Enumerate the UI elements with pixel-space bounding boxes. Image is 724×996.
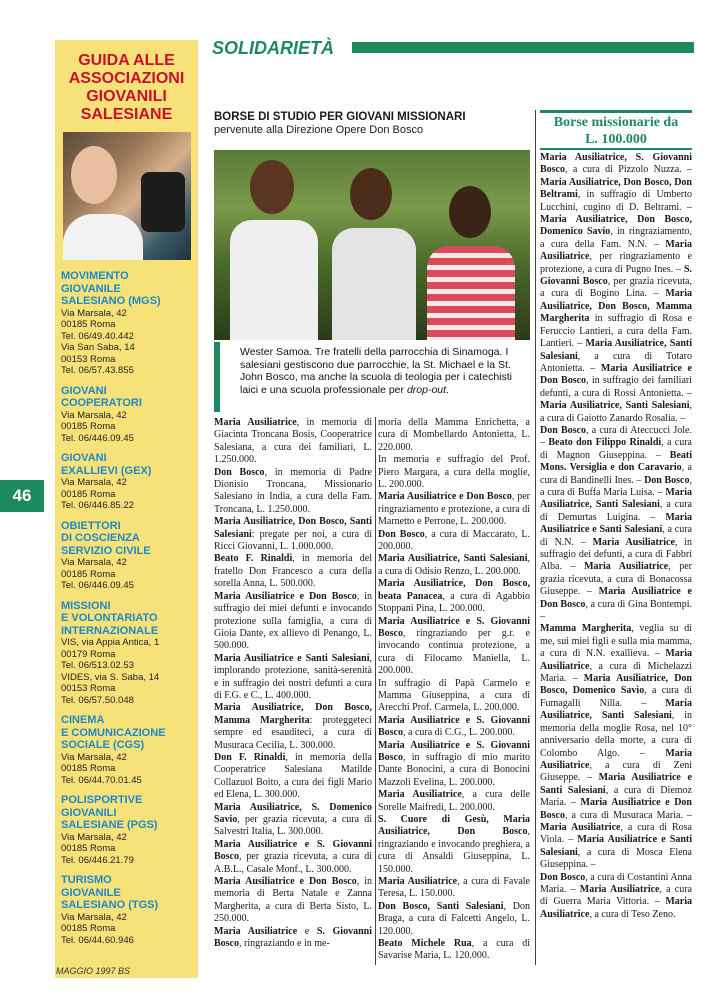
org-entry [61,874,192,946]
donation-entry: Maria Ausiliatrice, in memoria di Giacinta Troncana Bosis, Cooperatrice Salesiana, a cura dei familiari, L. 1.250.000. [214,417,372,466]
org-entry [61,385,192,445]
section-header [212,38,694,58]
donation-entry: Maria Ausiliatrice, a cura delle Sorelle Maifredi, L. 200.000. [378,789,530,813]
org-name: MOVIMENTO GIOVANILE SALESIANO (MGS) [61,270,161,307]
donation-entry: In memoria e suffragio del Prof. Piero Margara, a cura della moglie, L. 200.000. [378,454,530,491]
org-name: GIOVANI EXALLIEVI (GEX) [61,452,152,477]
org-address: Via Marsala, 42 00185 Roma Tel. 06/446.85.22 [61,477,134,511]
donation-entry: Maria Ausiliatrice e Don Bosco, in suffragio dei miei defunti e invocando protezione sulla famiglia, a cura di Gioia Dante, ex allievo di Penango, L. 500.000. [214,590,373,652]
sidebar-photo [63,132,191,260]
org-name: CINEMA E COMUNICAZIONE SOCIALE (CGS) [61,714,166,751]
donation-entry: Maria Ausiliatrice e S. Giovanni Bosco, per grazia ricevuta, a cura di A.B.L., Casale Monf., L. 300.000. [214,838,372,875]
section-bar [352,42,694,53]
org-name: OBIETTORI DI COSCIENZA SERVIZIO CIVILE [61,519,151,557]
section-title: SOLIDARIETÀ [212,38,335,58]
caption-text: Wester Samoa. Tre fratelli della parrocchia di Sinamoga. I salesiani gestiscono due parrocchie, la St. Michael e la St. John Bosco, ma anche la scuola di teologia per i catechisti laici e una scuola professionale per [240,346,512,396]
caption-end: . [446,383,449,396]
org-address: Via Marsala, 42 00185 Roma Tel. 06/446.21.79 [61,831,134,866]
org-address: Via Marsala, 42 00185 Roma Tel. 06/49.40.442 Via San Saba, 14 00153 Roma Tel. 06/57.43.855 [61,307,135,376]
donation-entry: Maria Ausiliatrice e S. Giovanni Bosco, a cura di C.G., L. 200.000. [378,714,530,739]
article-subtitle: pervenute alla Direzione Opere Don Bosco [214,124,424,136]
photo-face [71,146,117,204]
donation-entry: Don F. Rinaldi, in memoria della Cooperatrice Salesiana Matilde Collazuol Boito, a cura dei figli Mario ed Elena, L. 300.000. [214,751,372,801]
donation-entry: Beato F. Rinaldi, in memoria del fratello Don Francesco a cura della sorella Anna, L. 500.000. [214,553,372,590]
donation-column-2 [378,417,530,963]
footer-issue: MAGGIO 1997 BS [56,966,131,976]
donation-column-3 [540,152,692,921]
org-entry [61,520,192,592]
donation-entry: Maria Ausiliatrice e Don Bosco, in memoria di Berta Natale e Zanna Margherita, a cura di Berta Sisto, L. 250.000. [214,876,373,925]
donation-entry: Don Bosco, Santi Salesiani, Don Braga, a cura di Falcetti Angelo, L. 120.000. [378,900,530,937]
sidebar-title-line: GUIDA ALLE [78,52,175,69]
borse-heading-line2: L. 100.000 [585,132,647,147]
donation-entry: Maria Ausiliatrice, a cura di Favale Teresa, L. 150.000. [378,876,530,900]
article-title: BORSE DI STUDIO PER GIOVANI MISSIONARI [214,111,466,123]
samoa-photo [214,150,530,340]
column-divider [535,110,536,965]
donation-entry: Maria Ausiliatrice, Don Bosco, beata Panacea, a cura di Agabbio Stoppani Pina, L. 200.000. [378,578,530,615]
donation-entry: Maria Ausiliatrice e S. Giovanni Bosco, ringraziando e in me- [214,925,372,950]
donation-entry: Maria Ausiliatrice e S. Giovanni Bosco, in suffragio di mio marito Dante Bonocini, a cura di Bonocini Mazzoli Evelina, L. 200.000. [378,739,530,788]
photo-person [224,150,324,340]
donation-entry: moria della Mamma Enrichetta, a cura di Mombellardo Antonietta, L. 220.000. [378,417,530,453]
donation-paragraph: Don Bosco, a cura di Ateccucci Jole. – Beato don Filippo Rinaldi, a cura di Magnon Giuseppina. – Beati Mons. Versiglia e don Caravario, a cura di Bandinelli Ines. – Don Bosco, a cura di Buffa Maria Luisa. – Maria Ausiliatrice, Santi Salesiani, a cura di Demurtas Luigina. – Maria Ausiliatrice e Santi Salesiani, a cura di N.N. – Maria Ausiliatrice, in suffragio dei defunti, a cura di Fabbri Alba. – Maria Ausiliatrice, per grazia ricevuta, a cura di Bonacossa Giuseppe. – Maria Ausiliatrice e Don Bosco, a cura di Gina Bontempi. – [540,424,692,623]
borse-heading-line1: Borse missionarie da [553,115,679,130]
donation-paragraph: Don Bosco, a cura di Costantini Anna Maria. – Maria Ausiliatrice, a cura di Guerra Maria Vittoria. – Maria Ausiliatrice, a cura di Teso Zeno. [540,871,692,920]
article-heading [214,110,534,137]
donation-entry: In suffragio di Papà Carmelo e Mamma Giuseppina, a cura di Arecchi Prof. Carmela, L. 200.000. [378,677,530,714]
sidebar-title-line: SALESIANE [80,106,173,123]
donation-entry: Don Bosco, a cura di Maccarato, L. 200.000. [378,528,530,553]
photo-person [419,150,523,340]
donation-entry: Maria Ausiliatrice, Don Bosco, Santi Salesiani: pregate per noi, a cura di Ricci Giovanni, L. 1.000.000. [214,516,372,553]
sidebar-title-line: GIOVANILI [86,88,167,105]
donation-paragraph: Mamma Margherita, veglia su di me, sui miei figli e sulla mia mamma, a cura di N.N. exallieva. – Maria Ausiliatrice, a cura di Michelazzi Maria. – Maria Ausiliatrice, Don Bosco, Domenico Savio, a cura di Fumagalli Nilla. – Maria Ausiliatrice, Santi Salesiani, in memoria della moglie Rosa, nel 10° anniversario della morte, a cura di Colombo Algo. – Maria Ausiliatrice, a cura di Zeni Giuseppe. – Maria Ausiliatrice e Santi Salesiani, a cura di Diemoz Maria. – Maria Ausiliatrice e Don Bosco, a cura di Musuraca Maria. – Maria Ausiliatrice, a cura di Rosa Viola. – Maria Ausiliatrice e Santi Salesiani, a cura di Mosca Elena Giuseppina. – [540,623,692,871]
donation-entry: S. Cuore di Gesù, Maria Ausiliatrice, Don Bosco, ringraziando e invocando preghiera, a cura di Ansaldi Giuseppina, L. 150.000. [378,814,530,875]
associations-sidebar [55,40,198,978]
org-address: Via Marsala, 42 00185 Roma Tel. 06/446.09.45 [61,409,134,444]
org-entry [61,794,192,866]
donation-entry: Maria Ausiliatrice, S. Domenico Savio, per grazia ricevuta, a cura di Salvestri Italia, L. 300.000. [214,801,372,838]
org-entry [61,714,192,786]
photo-camera [141,172,185,232]
donation-entry: Maria Ausiliatrice, Don Bosco, Mamma Margherita: proteggeteci sempre ed esauditeci, a cura di Musuraca Cecilia, L. 300.000. [214,702,372,751]
page-number: 46 [0,480,44,512]
photo-caption [214,342,530,412]
org-name: POLISPORTIVE GIOVANILI SALESIANE (PGS) [61,794,158,831]
donation-entry: Maria Ausiliatrice e S. Giovanni Bosco, ringraziando per g.r. e invocando continua protezione, a cura di Filocamo Maniella, L. 200.000. [378,615,530,677]
org-name: MISSIONI E VOLONTARIATO INTERNAZIONALE [61,599,159,637]
org-name: GIOVANI COOPERATORI [61,384,142,409]
org-address: VIS, via Appia Antica, 1 00179 Roma Tel. 06/513.02.53 VIDES, via S. Saba, 14 00153 Roma Tel. 06/57.50.048 [61,637,160,706]
sidebar-title-line: ASSOCIAZIONI [68,70,185,87]
org-address: Via Marsala, 42 00185 Roma Tel. 06/44.70.01.45 [61,751,142,786]
sidebar-title [61,52,192,124]
org-address: Via Marsala, 42 00185 Roma Tel. 06/446.09.45 [61,557,134,591]
org-name: TURISMO GIOVANILE SALESIANO (TGS) [61,874,159,911]
donation-entry: Maria Ausiliatrice e Santi Salesiani, implorando protezione, sanità-serenità e in suffragio dei nostri defunti a cura di F.G. e C., L. 400.000. [214,652,372,701]
org-address: Via Marsala, 42 00185 Roma Tel. 06/44.60.946 [61,911,134,946]
donation-paragraph: Maria Ausiliatrice, S. Giovanni Bosco, a cura di Pizzolo Nuzza. – Maria Ausiliatrice, Don Bosco, Don Beltrami, in suffragio di Umberto Lucchini, cugino di D. Beltrami. – Maria Ausiliatrice, Don Bosco, Domenico Savio, in ringraziamento, a cura della Fam. N.N. – Maria Ausiliatrice, per ringraziamento e protezione, a cura di Pugno Ines. – S. Giovanni Bosco, per grazia ricevuta, a cura di Bogino Lina. – Maria Ausiliatrice, Don Bosco, Mamma Margherita in suffragio di Rosa e Feruccio Lantieri, a cura della Fam. Lantieri. – Maria Ausiliatrice, Santi Salesiani, a cura di Totaro Antonietta. – Maria Ausiliatrice e Don Bosco, in suffragio dei familiari defunti, a cura di Rossi Antonietta. – Maria Ausiliatrice, Santi Salesiani, a cura di Gaiotto Zanardo Rosalia. – [540,152,693,424]
donation-entry: Maria Ausiliatrice e Don Bosco, per ringraziamento e protezione, a cura di Marnetto e Perrone, L. 200.000. [378,491,530,528]
org-entry [61,600,192,707]
photo-person [326,150,422,340]
donation-column-1 [214,417,372,950]
donation-entry: Maria Ausiliatrice, Santi Salesiani, a cura di Odisio Renzo, L. 200.000. [378,553,530,577]
photo-shirt [63,214,143,260]
caption-italic: drop-out [406,383,447,396]
column-divider [375,417,376,965]
donation-entry: Beato Michele Rua, a cura di Savarise Maria, L. 120.000. [378,938,530,962]
org-entry [61,270,192,377]
donation-entry: Don Bosco, in memoria di Padre Dionisio Troncana, Missionario Salesiano in India, a cura della Fam. Troncana, L. 1.250.000. [214,466,372,515]
org-entry [61,452,192,512]
borse-heading-box [540,110,692,150]
